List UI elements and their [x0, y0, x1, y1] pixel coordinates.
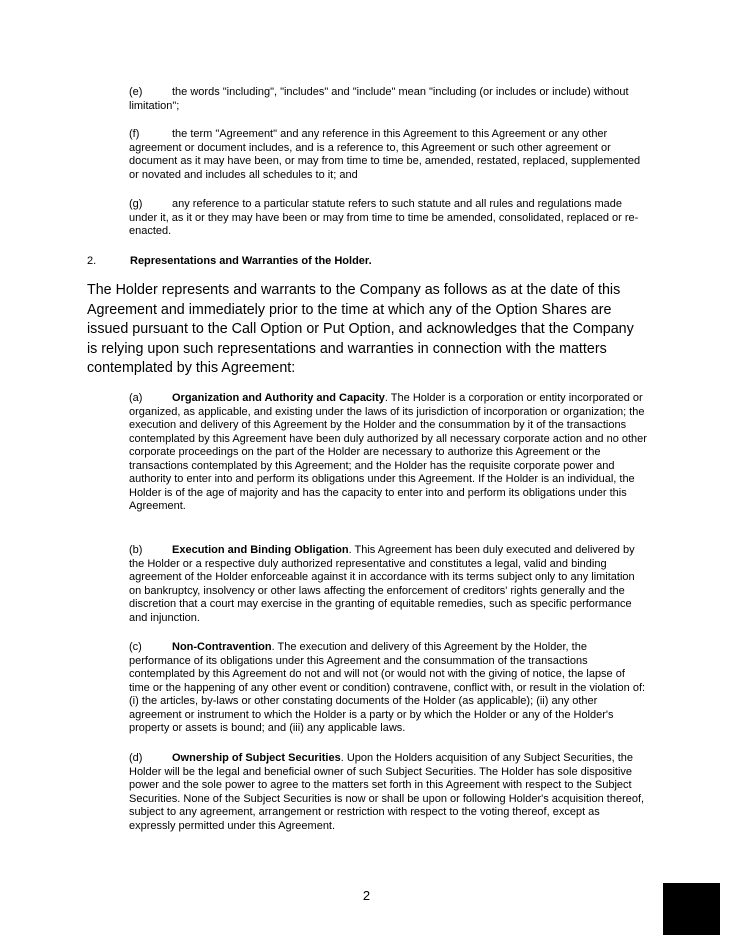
clause-text: . The Holder is a corporation or entity incorporated or organized, as applicable, and existing under the laws of its jurisdiction of incorporation or organization; the execution and delivery of this Agreement by the Holder and the consummation by it of the transactions contemplated by this Agreement have been duly authorized by all necessary corporate action and no other corporate proceedings on the part of the Holder are necessary to authorize this Agreement or the transactions contemplated by this Agreement; and the Holder has the requisite corporate power and authority to enter into and perform its obligations under this Agreement. If the Holder is an individual, the Holder is of the age of majority and has the capacity to enter into and perform its obligations under this Agreement. — [129, 392, 647, 512]
clause-text: the words "including", "includes" and "include" mean "including (or includes or include) without limitation"; — [129, 86, 629, 112]
clause-a — [129, 392, 647, 514]
section-heading — [87, 254, 372, 268]
clause-text: the term "Agreement" and any reference in this Agreement to this Agreement or any other agreement or document includes, and is a reference to, this Agreement or such other agreement or document as it may have been, or may from time to time be, amended, restated, replaced, supplemented or novated and includes all schedules to it; and — [129, 128, 641, 181]
clause-label: (c) — [129, 641, 142, 653]
clause-label: (b) — [129, 544, 143, 556]
section-number: 2. — [87, 255, 97, 267]
clause-g — [129, 198, 647, 239]
clause-f — [129, 128, 647, 182]
clause-text: any reference to a particular statute refers to such statute and all rules and regulations made under it, as it or they may have been or may from time to time be amended, consolidated, replaced or re-enacted. — [129, 198, 639, 237]
clause-text: . The execution and delivery of this Agreement by the Holder, the performance of its obligations under this Agreement and the consummation of the transactions contemplated by this Agreement do not and will not (or would not with the giving of notice, the lapse of time or the happening of any other event or condition) contravene, conflict with, or result in the violation of: (i) the articles, by-laws or other constating documents of the Holder (as applicable); (ii) any other agreement or instrument to which the Holder is a party or by which the Holder or any of the Holder's property or assets is bound; and (iii) any applicable laws. — [129, 641, 646, 734]
clause-heading: Non-Contravention — [172, 641, 272, 653]
clause-c — [129, 641, 647, 736]
section-title: Representations and Warranties of the Holder. — [130, 255, 372, 267]
clause-d — [129, 752, 647, 833]
clause-label: (g) — [129, 198, 143, 210]
clause-b — [129, 544, 647, 625]
clause-label: (a) — [129, 392, 143, 404]
clause-label: (d) — [129, 752, 143, 764]
clause-heading: Organization and Authority and Capacity — [172, 392, 385, 404]
clause-e — [129, 86, 647, 113]
clause-text: . Upon the Holders acquisition of any Subject Securities, the Holder will be the legal and beneficial owner of such Subject Securities. The Holder has sole dispositive power and the sole power to agree to the matters set forth in this Agreement with respect to the Subject Securities. None of the Subject Securities is now or shall be upon or following Holder's acquisition thereof, subject to any agreement, arrangement or restriction with respect to the voting thereof, except as expressly permitted under this Agreement. — [129, 752, 645, 832]
clause-label: (e) — [129, 86, 143, 98]
redaction-block — [663, 883, 720, 935]
clause-heading: Execution and Binding Obligation — [172, 544, 349, 556]
section-intro: The Holder represents and warrants to the Company as follows as at the date of this Agreement and immediately prior to the time at which any of the Option Shares are issued pursuant to the Call Option or Put Option, and acknowledges that the Company is relying upon such representations and warranties in connection with the matters contemplated by this Agreement: — [87, 282, 634, 377]
clause-text: . This Agreement has been duly executed and delivered by the Holder or a respective duly authorized representative and constitutes a legal, valid and binding agreement of the Holder enforceable against it in accordance with its terms subject only to any limitation on bankruptcy, insolvency or other laws affecting the enforcement of creditors' rights generally and the discretion that a court may exercise in the granting of equitable remedies, such as specific performance and injunction. — [129, 544, 635, 624]
clause-label: (f) — [129, 128, 140, 140]
clause-heading: Ownership of Subject Securities — [172, 752, 341, 764]
page-number: 2 — [362, 888, 371, 903]
